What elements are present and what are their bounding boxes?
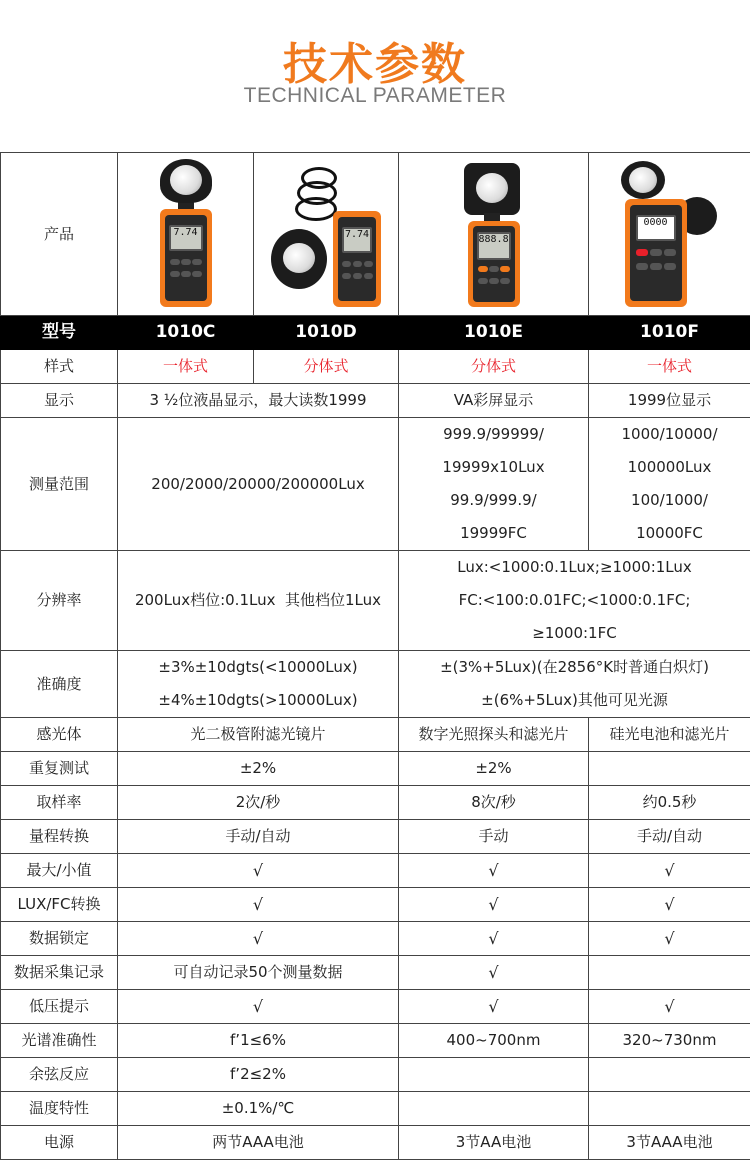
accuracy-1010cd-line: ±4%±10dgts(>10000Lux) [158,691,358,709]
range-1010f-line: 100000Lux [627,458,712,476]
maxmin-1010f: √ [589,854,750,888]
lcd-text-1010c: 7.74 [169,225,203,251]
spec-table [0,152,750,1160]
model-1010e: 1010E [399,316,589,350]
label-model: 型号 [1,316,118,350]
table-row-luxfc [1,888,750,922]
table-row-sampling [1,786,750,820]
product-image-1010c [118,153,254,316]
model-1010c: 1010C [118,316,254,350]
label-luxfc: LUX/FC转换 [1,888,118,922]
spectral-1010e: 400~700nm [399,1024,589,1058]
product-image-1010e [399,153,589,316]
display-1010e: VA彩屏显示 [399,384,589,418]
label-cosine: 余弦反应 [1,1058,118,1092]
table-row-sensor [1,718,750,752]
label-sensor: 感光体 [1,718,118,752]
spectral-1010cd: f’1≤6% [118,1024,399,1058]
page-subtitle: TECHNICAL PARAMETER [243,84,507,107]
range-1010f-line: 1000/10000/ [621,425,718,443]
resolution-1010ef-line: ≥1000:1FC [532,624,617,642]
repeat-1010cd: ±2% [118,752,399,786]
logging-1010e: √ [399,956,589,990]
power-1010f: 3节AAA电池 [589,1126,750,1160]
label-logging: 数据采集记录 [1,956,118,990]
table-row-power [1,1126,750,1160]
label-resolution: 分辨率 [1,551,118,651]
range-1010e [399,418,589,551]
label-display: 显示 [1,384,118,418]
cosine-1010f [589,1058,750,1092]
model-1010d: 1010D [254,316,399,350]
table-row-range-switch [1,820,750,854]
hold-1010e: √ [399,922,589,956]
accuracy-1010ef-line: ±(6%+5Lux)其他可见光源 [481,691,668,709]
label-product: 产品 [1,153,118,316]
maxmin-1010e: √ [399,854,589,888]
table-row-style [1,350,750,384]
lcd-text-1010f: 0000 [636,215,676,241]
lowbat-1010f: √ [589,990,750,1024]
sensor-1010e: 数字光照探头和滤光片 [399,718,589,752]
maxmin-1010cd: √ [118,854,399,888]
temp-1010f [589,1092,750,1126]
label-range-switch: 量程转换 [1,820,118,854]
hold-1010cd: √ [118,922,399,956]
table-row-product [1,153,750,316]
spectral-1010f: 320~730nm [589,1024,750,1058]
range-1010f-line: 100/1000/ [631,491,708,509]
label-style: 样式 [1,350,118,384]
repeat-1010e: ±2% [399,752,589,786]
style-1010d: 分体式 [254,350,399,384]
table-row-accuracy [1,651,750,718]
lcd-text-1010d: 7.74 [342,227,372,253]
label-maxmin: 最大/小值 [1,854,118,888]
label-temp: 温度特性 [1,1092,118,1126]
range-1010e-line: 99.9/999.9/ [450,491,537,509]
table-row-repeat [1,752,750,786]
resolution-1010ef-line: FC:<100:0.01FC;<1000:0.1FC; [458,591,691,609]
accuracy-1010cd-line: ±3%±10dgts(<10000Lux) [158,658,358,676]
table-row-model [1,316,750,350]
label-repeat: 重复测试 [1,752,118,786]
table-row-hold [1,922,750,956]
range-1010e-line: 999.9/99999/ [443,425,544,443]
luxfc-1010cd: √ [118,888,399,922]
power-1010cd: 两节AAA电池 [118,1126,399,1160]
display-1010cd: 3 ½位液晶显示，最大读数1999 [118,384,399,418]
label-spectral: 光谱准确性 [1,1024,118,1058]
luxfc-1010f: √ [589,888,750,922]
label-hold: 数据锁定 [1,922,118,956]
range-1010e-line: 19999FC [460,524,527,542]
sampling-1010e: 8次/秒 [399,786,589,820]
temp-1010e [399,1092,589,1126]
temp-1010cd: ±0.1%/℃ [118,1092,399,1126]
table-row-lowbat [1,990,750,1024]
label-range: 测量范围 [1,418,118,551]
range-1010f-line: 10000FC [636,524,703,542]
logging-1010cd: 可自动记录50个测量数据 [118,956,399,990]
range-switch-1010e: 手动 [399,820,589,854]
label-power: 电源 [1,1126,118,1160]
table-row-cosine [1,1058,750,1092]
resolution-1010ef-line: Lux:<1000:0.1Lux;≥1000:1Lux [457,558,692,576]
luxfc-1010e: √ [399,888,589,922]
label-lowbat: 低压提示 [1,990,118,1024]
label-accuracy: 准确度 [1,651,118,718]
sampling-1010cd: 2次/秒 [118,786,399,820]
sampling-1010f: 约0.5秒 [589,786,750,820]
accuracy-1010ef-line: ±(3%+5Lux)(在2856°K时普通白炽灯) [440,658,709,676]
resolution-1010cd: 200Lux档位:0.1Lux 其他档位1Lux [118,551,399,651]
range-1010e-line: 19999x10Lux [442,458,545,476]
accuracy-1010ef [399,651,750,718]
power-1010e: 3节AA电池 [399,1126,589,1160]
logging-1010f [589,956,750,990]
table-row-range [1,418,750,551]
label-sampling: 取样率 [1,786,118,820]
table-row-maxmin [1,854,750,888]
lowbat-1010cd: √ [118,990,399,1024]
style-1010e: 分体式 [399,350,589,384]
table-row-display [1,384,750,418]
table-row-spectral [1,1024,750,1058]
sensor-1010cd: 光二极管附滤光镜片 [118,718,399,752]
model-1010f: 1010F [589,316,750,350]
range-switch-1010cd: 手动/自动 [118,820,399,854]
hold-1010f: √ [589,922,750,956]
product-image-1010f [589,153,750,316]
accuracy-1010cd [118,651,399,718]
cosine-1010e [399,1058,589,1092]
repeat-1010f [589,752,750,786]
cosine-1010cd: f’2≤2% [118,1058,399,1092]
lowbat-1010e: √ [399,990,589,1024]
style-1010c: 一体式 [118,350,254,384]
display-1010f: 1999位显示 [589,384,750,418]
style-1010f: 一体式 [589,350,750,384]
range-1010f [589,418,750,551]
table-row-logging [1,956,750,990]
table-row-resolution [1,551,750,651]
range-switch-1010f: 手动/自动 [589,820,750,854]
sensor-1010f: 硅光电池和滤光片 [589,718,750,752]
table-row-temp [1,1092,750,1126]
page-title: 技术参数 [283,39,467,90]
range-1010cd: 200/2000/20000/200000Lux [118,418,399,551]
product-image-1010d [254,153,399,316]
lcd-text-1010e: 888.8 [477,232,511,260]
resolution-1010ef [399,551,750,651]
